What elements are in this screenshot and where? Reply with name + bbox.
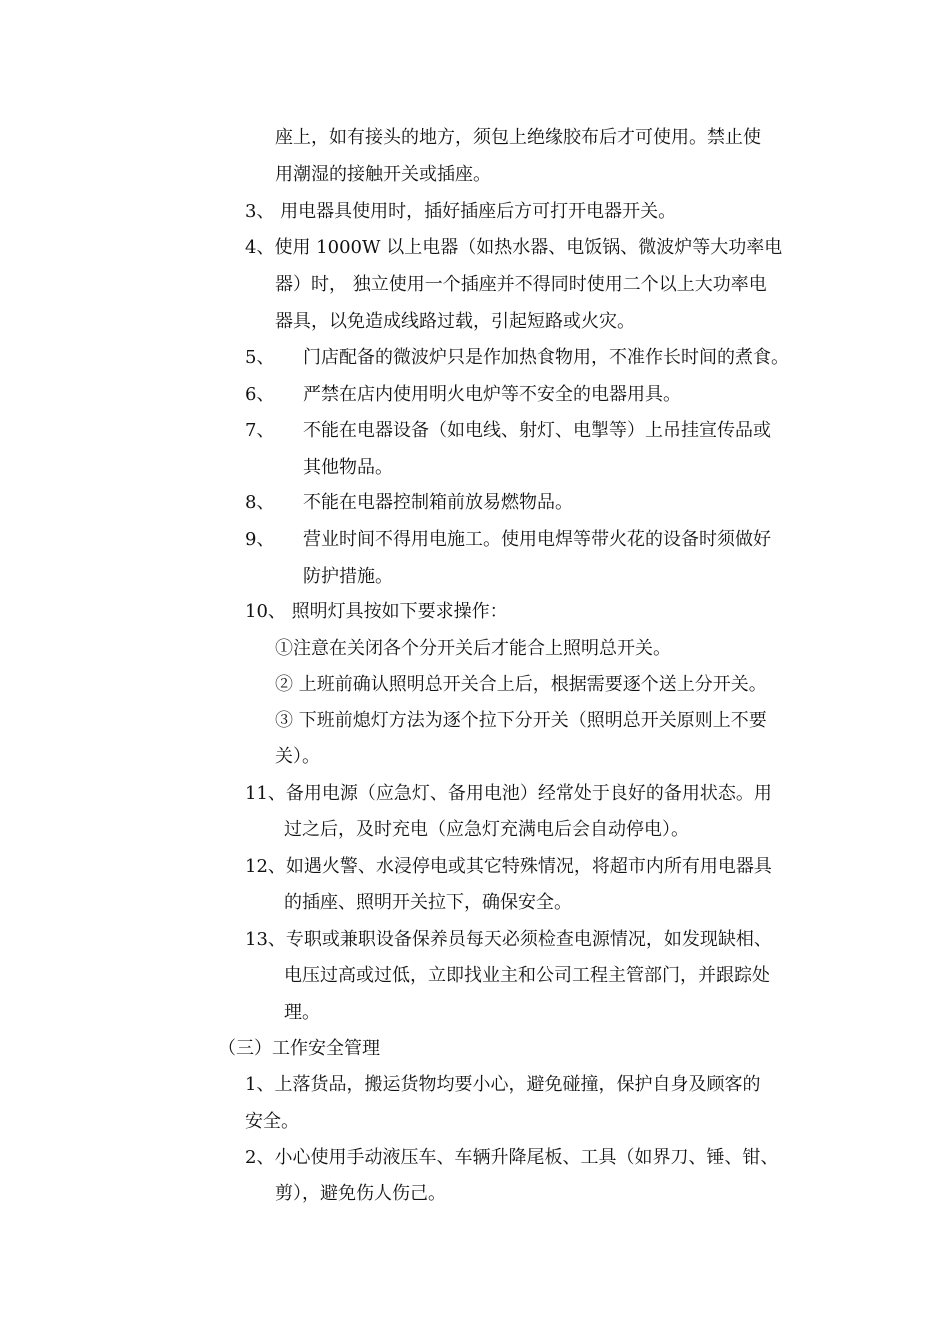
text-line: 的插座、照明开关拉下，确保安全。: [284, 892, 572, 913]
text-line: 器）时， 独立使用一个插座并不得同时使用二个以上大功率电: [275, 274, 767, 295]
text-line: 座上，如有接头的地方，须包上绝缘胶布后才可使用。禁止使: [275, 127, 761, 148]
text-line: 剪），避免伤人伤己。: [275, 1183, 446, 1204]
text-line: 11、备用电源（应急灯、备用电池）经常处于良好的备用状态。用: [245, 783, 772, 804]
item-number: 8、: [245, 492, 275, 513]
text-line: 严禁在店内使用明火电炉等不安全的电器用具。: [303, 384, 681, 405]
text-line: 10、 照明灯具按如下要求操作：: [245, 601, 508, 622]
text-line: 电压过高或过低，立即找业主和公司工程主管部门，并跟踪处: [284, 965, 770, 986]
text-line: 13、专职或兼职设备保养员每天必须检查电源情况，如发现缺相、: [245, 929, 772, 950]
text-line: 器具，以免造成线路过载，引起短路或火灾。: [275, 311, 635, 332]
text-line: 2、小心使用手动液压车、车辆升降尾板、工具（如界刀、锤、钳、: [245, 1147, 779, 1168]
section-heading: （三）工作安全管理: [218, 1038, 380, 1059]
text-line: 4、使用 1000W 以上电器（如热水器、电饭锅、微波炉等大功率电: [245, 237, 783, 258]
text-line: 不能在电器设备（如电线、射灯、电掣等）上吊挂宣传品或: [303, 420, 771, 441]
text-line: 过之后，及时充电（应急灯充满电后会自动停电）。: [284, 819, 689, 840]
text-line: 不能在电器控制箱前放易燃物品。: [303, 492, 573, 513]
text-line: ② 上班前确认照明总开关合上后，根据需要逐个送上分开关。: [275, 674, 767, 695]
text-line: ③ 下班前熄灯方法为逐个拉下分开关（照明总开关原则上不要: [275, 710, 767, 731]
text-line: 其他物品。: [303, 457, 393, 478]
text-line: 12、如遇火警、水浸停电或其它特殊情况，将超市内所有用电器具: [245, 856, 772, 877]
text-line: 关）。: [275, 746, 320, 767]
text-line: 安全。: [245, 1111, 299, 1132]
text-line: 防护措施。: [303, 566, 393, 587]
text-line: 1、上落货品，搬运货物均要小心，避免碰撞，保护自身及顾客的: [245, 1074, 761, 1095]
item-number: 6、: [245, 384, 275, 405]
text-line: ①注意在关闭各个分开关后才能合上照明总开关。: [275, 638, 671, 659]
text-line: 门店配备的微波炉只是作加热食物用，不准作长时间的煮食。: [303, 347, 789, 368]
text-line: 理。: [284, 1002, 320, 1023]
item-number: 9、: [245, 529, 275, 550]
item-number: 7、: [245, 420, 275, 441]
text-line: 营业时间不得用电施工。使用电焊等带火花的设备时须做好: [303, 529, 771, 550]
text-line: 3、 用电器具使用时，插好插座后方可打开电器开关。: [245, 201, 677, 222]
item-number: 5、: [245, 347, 275, 368]
text-line: 用潮湿的接触开关或插座。: [275, 164, 491, 185]
